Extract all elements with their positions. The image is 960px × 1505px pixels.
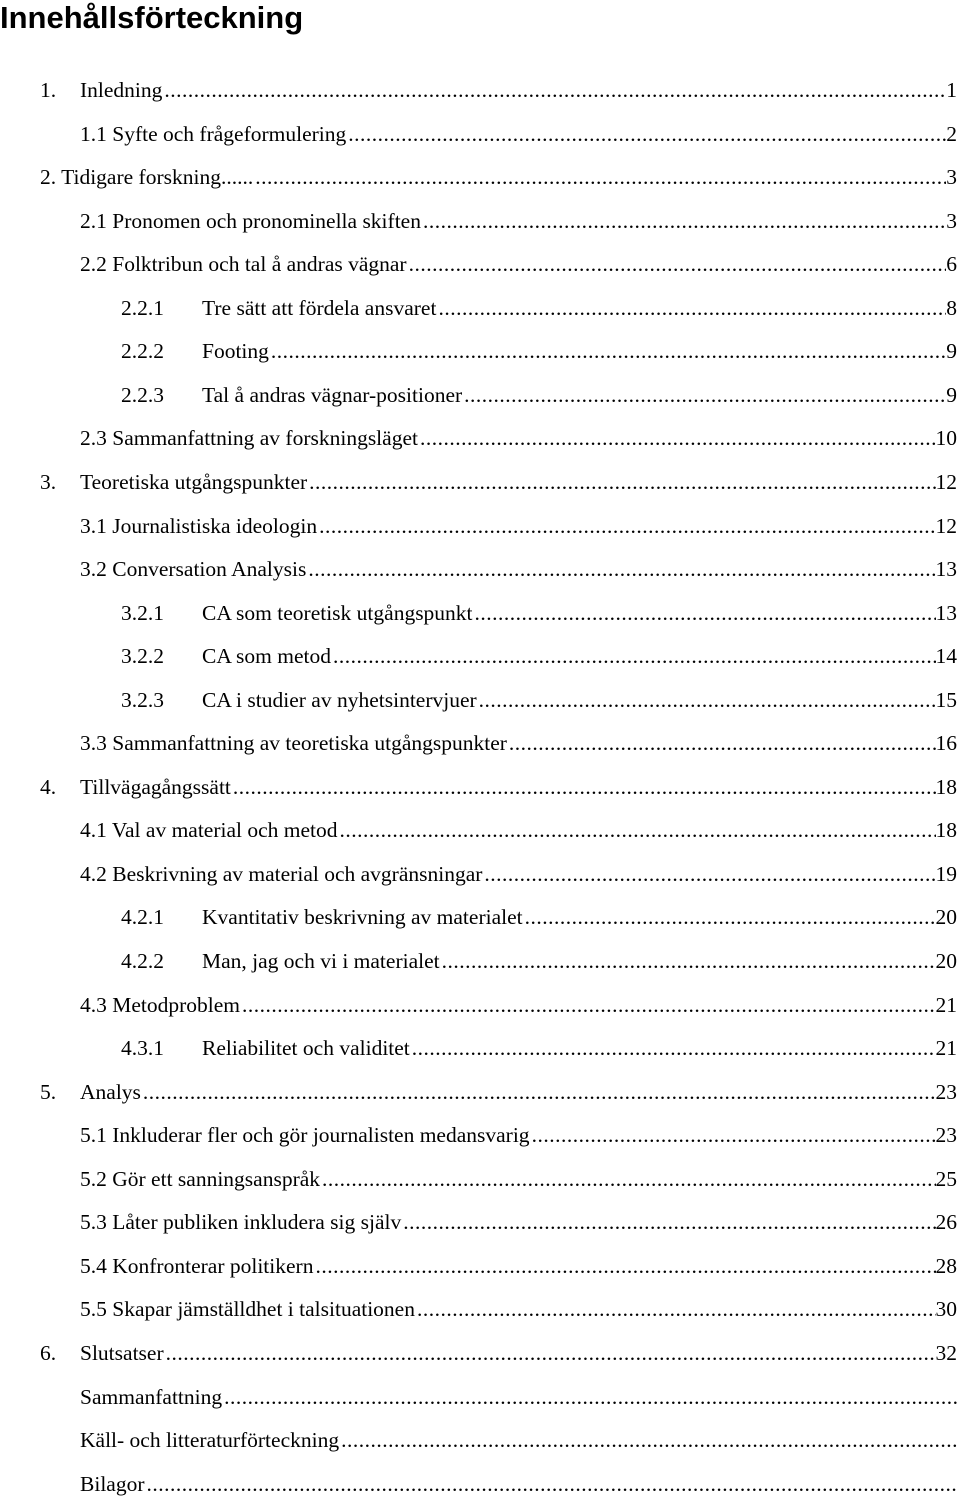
toc-entry-title: Bilagor xyxy=(80,1471,145,1496)
toc-dot-leader xyxy=(530,1120,936,1150)
toc-entry-page: 12 xyxy=(935,469,957,494)
toc-entry-page: 2 xyxy=(946,121,957,146)
toc-entry[interactable] xyxy=(121,946,957,976)
toc-entry-title: Tillvägagångssätt xyxy=(80,774,231,799)
toc-entry[interactable] xyxy=(121,293,957,323)
toc-entry-title: 5.3 Låter publiken inkludera sig själv xyxy=(80,1210,402,1235)
toc-entry[interactable] xyxy=(121,380,957,410)
toc-entry-number: 3.2.3 xyxy=(121,687,164,712)
toc-dot-leader xyxy=(436,293,946,323)
toc-entry-title: 2. Tidigare forskning...... xyxy=(40,165,254,190)
toc-dot-leader xyxy=(338,815,936,845)
toc-entry-title: 2.1 Pronomen och pronominella skiften xyxy=(80,208,421,233)
toc-entry[interactable] xyxy=(121,641,957,671)
toc-entry-number: 3.2.2 xyxy=(121,644,164,669)
toc-entry-title: CA som metod xyxy=(202,644,332,669)
toc-dot-leader xyxy=(253,162,946,192)
toc-dot-leader xyxy=(523,902,936,932)
toc-entry-page: 21 xyxy=(935,992,957,1017)
toc-entry-page: 6 xyxy=(946,252,957,277)
toc-dot-leader xyxy=(240,990,935,1020)
toc-entry-number: 4. xyxy=(40,774,57,799)
toc-entry-number: 3. xyxy=(40,469,57,494)
toc-entry-page: 1 xyxy=(946,78,957,102)
toc-entry-page: 25 xyxy=(935,1166,957,1191)
toc-entry-page: 13 xyxy=(935,600,957,625)
toc-entry-page: 15 xyxy=(935,687,957,712)
toc-entry[interactable] xyxy=(40,75,957,105)
toc-entry-page: 8 xyxy=(946,295,957,320)
toc-dot-leader xyxy=(222,1382,957,1412)
toc-entry-title: Footing xyxy=(202,339,269,364)
toc-entry[interactable] xyxy=(121,336,957,366)
toc-entry[interactable] xyxy=(80,249,957,279)
toc-entry-title: 2.2 Folktribun och tal å andras vägnar xyxy=(80,252,407,277)
toc-entry-title: 5.4 Konfronterar politikern xyxy=(80,1253,314,1278)
toc-entry-title: 4.1 Val av material och metod xyxy=(80,818,338,843)
toc-entry-page: 14 xyxy=(935,644,957,669)
toc-entry-page: 19 xyxy=(935,861,957,886)
toc-entry-title: Kvantitativ beskrivning av materialet xyxy=(202,905,523,930)
toc-entry-page: 32 xyxy=(935,1340,957,1365)
toc-dot-leader xyxy=(462,380,946,410)
toc-entry[interactable] xyxy=(80,1251,957,1281)
toc-entry[interactable] xyxy=(80,119,957,149)
toc-entry-title: Analys xyxy=(80,1079,141,1104)
toc-entry-number: 4.2.2 xyxy=(121,949,164,973)
toc-dot-leader xyxy=(231,772,936,802)
toc-entry[interactable] xyxy=(80,1382,957,1412)
toc-entry-title: Slutsatser xyxy=(80,1340,164,1365)
toc-dot-leader xyxy=(410,1033,936,1063)
toc-entry[interactable] xyxy=(80,815,957,845)
toc-entry-title: Reliabilitet och validitet xyxy=(202,1036,410,1061)
toc-entry[interactable] xyxy=(80,728,957,758)
toc-entry-title: 5.5 Skapar jämställdhet i talsituationen xyxy=(80,1297,415,1322)
toc-dot-leader xyxy=(331,641,935,671)
toc-entry-page: 30 xyxy=(935,1297,957,1322)
toc-entry-page: 18 xyxy=(935,818,957,843)
toc-entry[interactable] xyxy=(121,1033,957,1063)
toc-dot-leader xyxy=(307,467,935,497)
toc-dot-leader xyxy=(346,119,946,149)
toc-entry[interactable] xyxy=(80,1207,957,1237)
toc-entry-page: 20 xyxy=(935,949,957,973)
toc-entry-title: 2.3 Sammanfattning av forskningsläget xyxy=(80,426,418,451)
toc-dot-leader xyxy=(145,1469,958,1499)
toc-dot-leader xyxy=(482,859,935,889)
toc-entry-title: 3.3 Sammanfattning av teoretiska utgångspunkter xyxy=(80,731,507,756)
toc-entry[interactable] xyxy=(40,772,957,802)
toc-entry[interactable] xyxy=(80,859,957,889)
page-title: Innehållsförteckning xyxy=(0,0,304,35)
toc-entry-page: 9 xyxy=(946,382,957,407)
toc-entry-title: 4.3 Metodproblem xyxy=(80,992,241,1017)
toc-entry[interactable] xyxy=(80,1164,957,1194)
toc-dot-leader xyxy=(401,1207,935,1237)
toc-dot-leader xyxy=(339,1425,957,1455)
toc-entry-number: 2.2.1 xyxy=(121,295,164,320)
toc-entry-number: 5. xyxy=(40,1079,57,1104)
toc-entry[interactable] xyxy=(121,902,957,932)
toc-entry-number: 3.2.1 xyxy=(121,600,164,625)
toc-dot-leader xyxy=(306,554,935,584)
toc-entry-title: 1.1 Syfte och frågeformulering xyxy=(80,121,347,146)
toc-dot-leader xyxy=(421,206,946,236)
toc-dot-leader xyxy=(477,685,936,715)
toc-entry-title: Inledning xyxy=(80,78,163,102)
toc-dot-leader xyxy=(507,728,936,758)
toc-entry-number: 4.2.1 xyxy=(121,905,164,930)
toc-entry[interactable] xyxy=(80,1294,957,1324)
toc-entry[interactable] xyxy=(80,1120,957,1150)
toc-entry[interactable] xyxy=(121,685,957,715)
toc-entry-page: 20 xyxy=(935,905,957,930)
toc-dot-leader xyxy=(313,1251,935,1281)
toc-entry-title: Man, jag och vi i materialet xyxy=(202,949,440,973)
toc-entry-title: 3.1 Journalistiska ideologin xyxy=(80,513,318,538)
toc-entry[interactable] xyxy=(80,423,957,453)
toc-entry-title: 5.1 Inkluderar fler och gör journalisten medansvarig xyxy=(80,1123,530,1148)
toc-dot-leader xyxy=(440,946,936,976)
toc-entry[interactable] xyxy=(80,990,957,1020)
toc-entry-page: 16 xyxy=(935,731,957,756)
toc-dot-leader xyxy=(269,336,946,366)
toc-entry-title: 5.2 Gör ett sanningsanspråk xyxy=(80,1166,321,1191)
toc-entry-number: 6. xyxy=(40,1340,57,1365)
toc-entry-page: 28 xyxy=(935,1253,957,1278)
toc-entry-page: 12 xyxy=(935,513,957,538)
toc-entry-title: CA som teoretisk utgångspunkt xyxy=(202,600,473,625)
toc-entry-number: 2.2.2 xyxy=(121,339,164,364)
toc-entry-page: 3 xyxy=(946,165,957,190)
toc-dot-leader xyxy=(418,423,936,453)
toc-entry-page: 26 xyxy=(935,1210,957,1235)
toc-entry-number: 1. xyxy=(40,78,57,102)
toc-entry[interactable] xyxy=(80,1469,957,1499)
toc-entry[interactable] xyxy=(40,1077,957,1107)
toc-entry[interactable] xyxy=(40,467,957,497)
toc-entry[interactable] xyxy=(80,554,957,584)
toc-entry-page: 13 xyxy=(935,557,957,582)
toc-entry-title: 3.2 Conversation Analysis xyxy=(80,557,307,582)
toc-entry[interactable] xyxy=(40,162,957,192)
toc-entry-page: 3 xyxy=(946,208,957,233)
toc-entry-page: 21 xyxy=(935,1036,957,1061)
toc-entry-page: 23 xyxy=(935,1079,957,1104)
toc-dot-leader xyxy=(162,75,946,105)
toc-dot-leader xyxy=(407,249,947,279)
toc-entry-title: Tal å andras vägnar-positioner xyxy=(202,382,463,407)
toc-entry-title: Teoretiska utgångspunkter xyxy=(80,469,308,494)
toc-dot-leader xyxy=(164,1338,936,1368)
toc-dot-leader xyxy=(141,1077,936,1107)
toc-entry[interactable] xyxy=(80,206,957,236)
toc-entry[interactable] xyxy=(80,1425,957,1455)
toc-entry-page: 10 xyxy=(935,426,957,451)
toc-dot-leader xyxy=(317,511,935,541)
toc-entry-title: Tre sätt att fördela ansvaret xyxy=(202,295,437,320)
toc-dot-leader xyxy=(320,1164,935,1194)
toc-entry[interactable] xyxy=(40,1338,957,1368)
toc-entry-title: 4.2 Beskrivning av material och avgränsningar xyxy=(80,861,483,886)
toc-entry[interactable] xyxy=(121,598,957,628)
toc-entry-number: 2.2.3 xyxy=(121,382,164,407)
toc-entry-title: CA i studier av nyhetsintervjuer xyxy=(202,687,477,712)
toc-entry-page: 18 xyxy=(935,774,957,799)
toc-entry-number: 4.3.1 xyxy=(121,1036,164,1061)
toc-entry-page: 9 xyxy=(946,339,957,364)
toc-entry-title: Käll- och litteraturförteckning xyxy=(80,1428,340,1453)
toc-dot-leader xyxy=(473,598,936,628)
toc-entry[interactable] xyxy=(80,511,957,541)
toc-dot-leader xyxy=(415,1294,936,1324)
toc-entry-page: 23 xyxy=(935,1123,957,1148)
toc-entry-title: Sammanfattning xyxy=(80,1384,223,1409)
